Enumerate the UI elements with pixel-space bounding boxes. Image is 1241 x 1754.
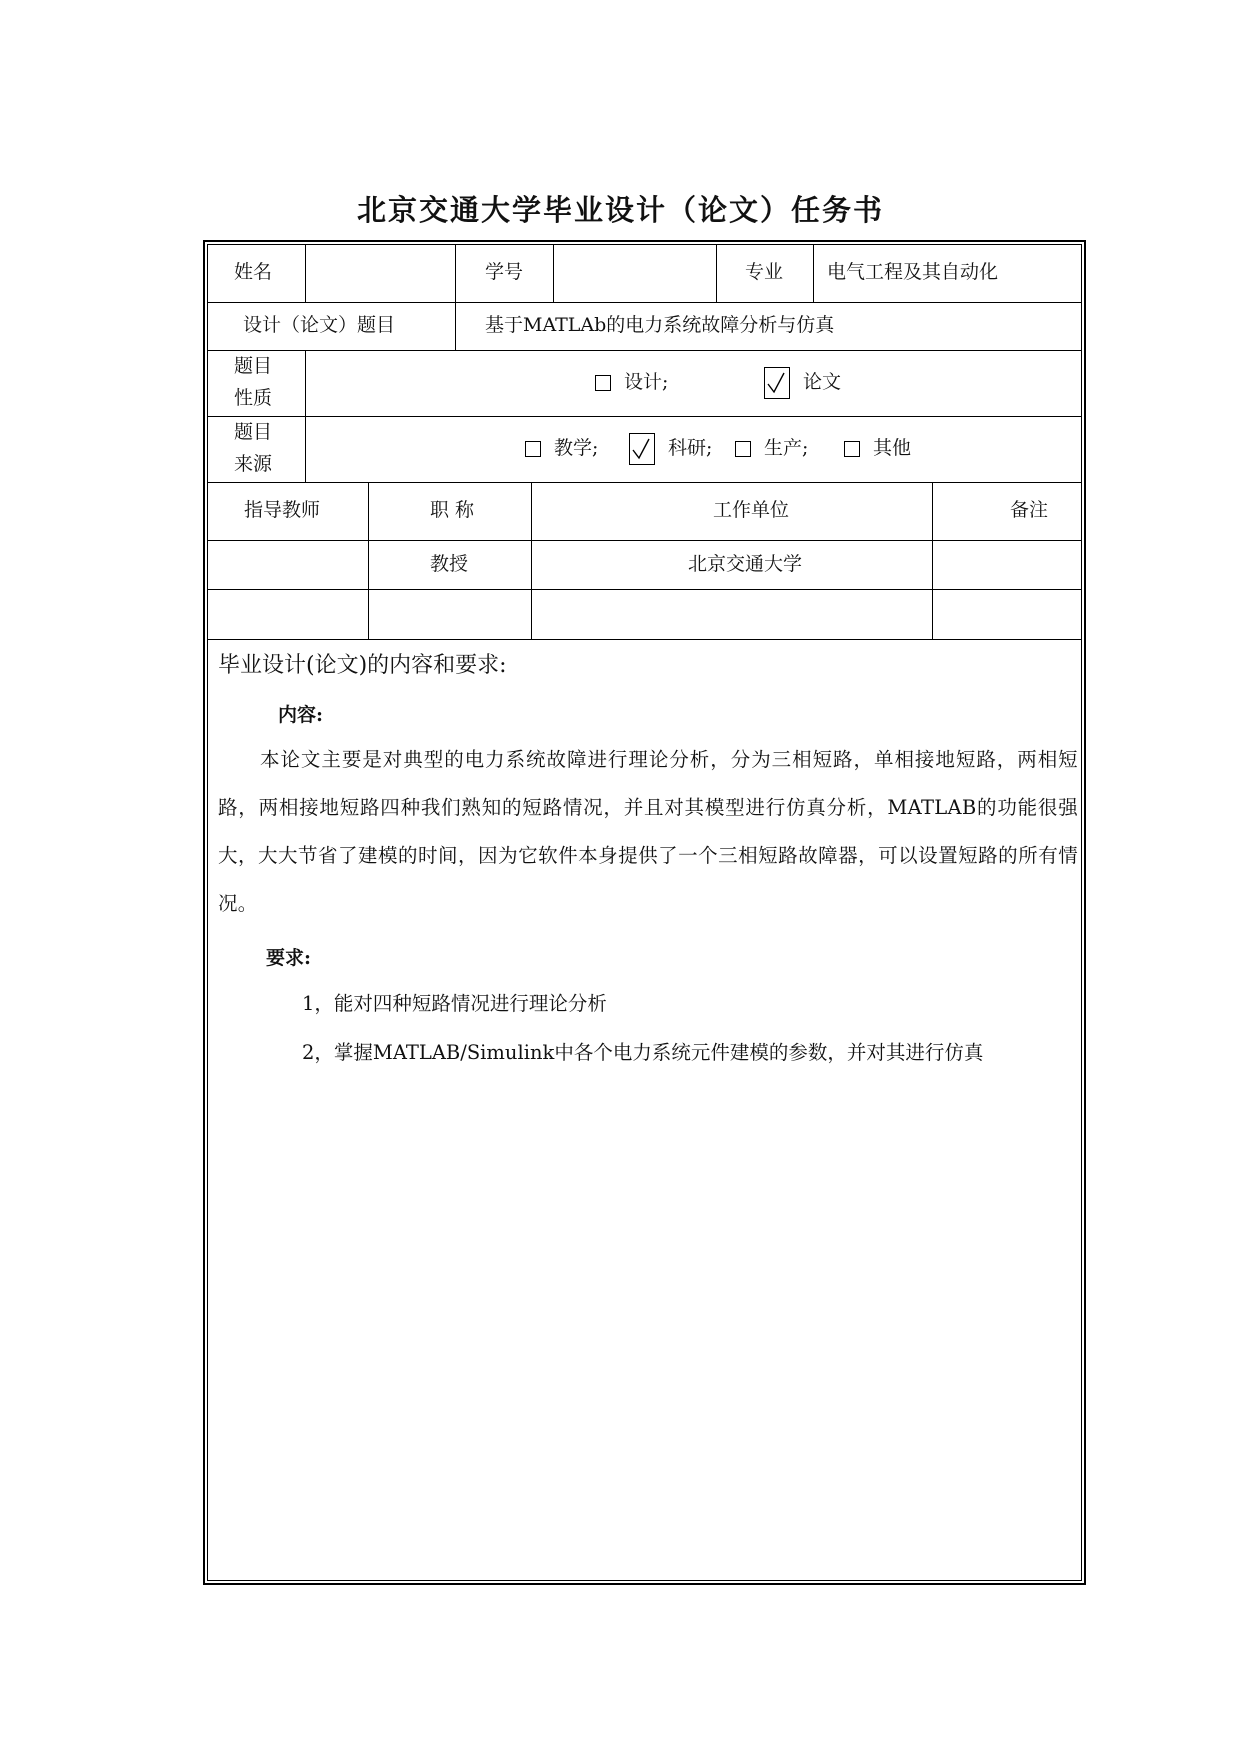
col-divider	[305, 350, 306, 482]
row-divider	[207, 302, 1082, 303]
design-checkbox[interactable]	[595, 375, 611, 391]
remarks-header: 备注	[1010, 499, 1049, 521]
col-divider	[531, 482, 532, 639]
workplace-header: 工作单位	[713, 499, 790, 521]
row-divider	[207, 589, 1082, 590]
major-label: 专业	[745, 261, 784, 283]
teaching-option-label: 教学;	[554, 437, 599, 459]
advisor-title-cell: 教授	[430, 553, 469, 575]
other-option-label: 其他	[873, 437, 912, 459]
col-divider	[813, 244, 814, 302]
source-label-line2: 来源	[234, 453, 273, 475]
research-checkbox[interactable]	[629, 433, 655, 465]
requirement-item: 2，掌握MATLAB/Simulink中各个电力系统元件建模的参数，并对其进行仿真	[302, 1041, 984, 1064]
content-paragraph: 本论文主要是对典型的电力系统故障进行理论分析，分为三相短路，单相接地短路，两相短路，两相接地短路四种我们熟知的短路情况，并且对其模型进行仿真分析，MATLAB的功能很强大，大大节省了建模的时间，因为它软件本身提供了一个三相短路故障器，可以设置短路的所有情况。	[218, 748, 1078, 915]
teaching-checkbox[interactable]	[525, 441, 541, 457]
requirements-heading: 要求:	[266, 947, 312, 969]
production-checkbox[interactable]	[735, 441, 751, 457]
major-value: 电气工程及其自动化	[827, 261, 999, 283]
row-divider	[207, 350, 1082, 351]
nature-label-line1: 题目	[234, 355, 273, 377]
research-option-label: 科研;	[668, 437, 713, 459]
col-divider	[932, 482, 933, 639]
source-label-line1: 题目	[234, 421, 273, 443]
name-label: 姓名	[234, 261, 273, 283]
col-divider	[455, 244, 456, 350]
nature-label-line2: 性质	[234, 387, 273, 409]
col-divider	[368, 482, 369, 639]
design-option-label: 设计;	[624, 371, 669, 393]
content-section-title: 毕业设计(论文)的内容和要求:	[218, 653, 507, 678]
checkmark-icon	[632, 438, 650, 460]
thesis-option-label: 论文	[803, 371, 842, 393]
other-checkbox[interactable]	[844, 441, 860, 457]
student-id-label: 学号	[485, 261, 524, 283]
topic-value: 基于MATLAb的电力系统故障分析与仿真	[485, 314, 835, 336]
col-divider	[553, 244, 554, 302]
production-option-label: 生产;	[764, 437, 809, 459]
content-heading: 内容:	[278, 704, 324, 726]
row-divider	[207, 639, 1082, 640]
advisor-header: 指导教师	[244, 499, 321, 521]
advisor-workplace-cell: 北京交通大学	[688, 553, 803, 575]
row-divider	[207, 482, 1082, 483]
checkmark-icon	[767, 372, 785, 394]
row-divider	[207, 540, 1082, 541]
col-divider	[305, 244, 306, 302]
row-divider	[207, 416, 1082, 417]
col-divider	[716, 244, 717, 302]
topic-label: 设计（论文）题目	[243, 314, 396, 336]
thesis-checkbox[interactable]	[764, 367, 790, 399]
document-title: 北京交通大学毕业设计（论文）任务书	[356, 193, 884, 227]
title-header: 职 称	[430, 499, 475, 521]
requirement-item: 1，能对四种短路情况进行理论分析	[302, 992, 607, 1015]
